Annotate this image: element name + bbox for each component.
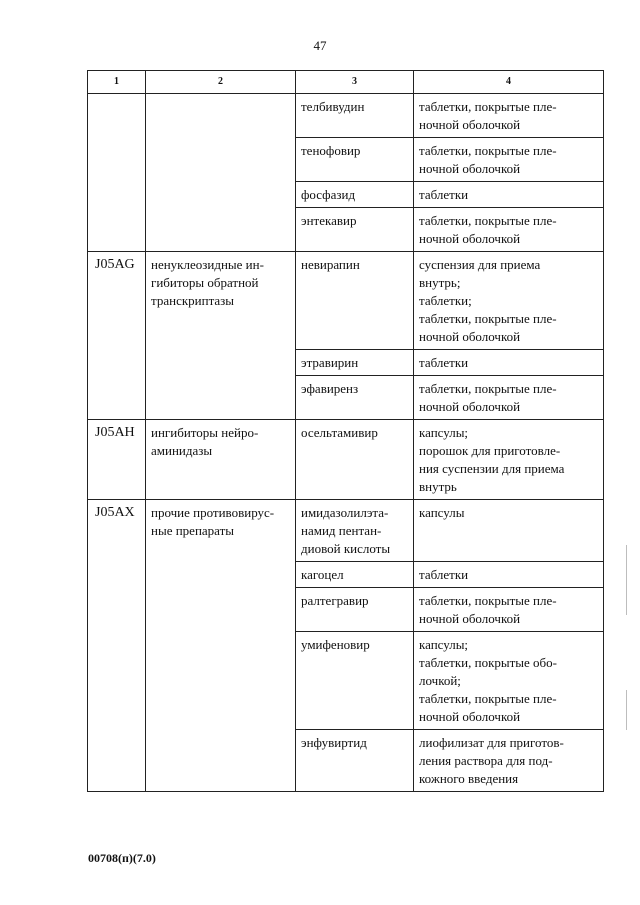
dosage-form-cell: таблетки, покрытые пле- ночной оболочкой [414, 94, 604, 138]
dosage-form-cell: таблетки, покрытые пле- ночной оболочкой [414, 138, 604, 182]
table-row [88, 94, 604, 138]
drug-name-cell: фосфазид [296, 182, 414, 208]
drug-name-cell: эфавиренз [296, 376, 414, 420]
table-row [88, 252, 604, 350]
drug-name-cell: телбивудин [296, 94, 414, 138]
table-row [88, 420, 604, 500]
dosage-form-cell: капсулы; таблетки, покрытые обо- лочкой; таблетки, покрытые пле- ночной оболочкой [414, 632, 604, 730]
dosage-form-cell: таблетки [414, 350, 604, 376]
dosage-form-cell: суспензия для приема внутрь; таблетки; таблетки, покрытые пле- ночной оболочкой [414, 252, 604, 350]
page-number: 47 [313, 38, 327, 53]
atc-group-name-cell: прочие противовирус- ные препараты [146, 500, 296, 792]
dosage-form-cell: капсулы; порошок для приготовле- ния суспензии для приема внутрь [414, 420, 604, 500]
atc-code-cell: J05AG [88, 252, 146, 420]
scan-edge-mark [626, 545, 627, 615]
column-header-4: 4 [414, 71, 604, 94]
atc-group-name-cell [146, 94, 296, 252]
dosage-form-cell: лиофилизат для приготов- ления раствора для под- кожного введения [414, 730, 604, 792]
column-header-1: 1 [88, 71, 146, 94]
dosage-form-cell: таблетки [414, 182, 604, 208]
scan-edge-mark [626, 690, 627, 730]
dosage-form-cell: капсулы [414, 500, 604, 562]
dosage-form-cell: таблетки, покрытые пле- ночной оболочкой [414, 208, 604, 252]
drug-name-cell: этравирин [296, 350, 414, 376]
drug-name-cell: ралтегравир [296, 588, 414, 632]
drug-name-cell: умифеновир [296, 632, 414, 730]
table-body [88, 94, 604, 792]
atc-code-cell: J05AH [88, 420, 146, 500]
atc-group-name-cell: ингибиторы нейро- аминидазы [146, 420, 296, 500]
drug-name-cell: имидазолилэта- намид пентан- диовой кислоты [296, 500, 414, 562]
drug-name-cell: кагоцел [296, 562, 414, 588]
atc-code-cell [88, 94, 146, 252]
dosage-form-cell: таблетки, покрытые пле- ночной оболочкой [414, 588, 604, 632]
column-header-2: 2 [146, 71, 296, 94]
drug-name-cell: невирапин [296, 252, 414, 350]
dosage-form-cell: таблетки, покрытые пле- ночной оболочкой [414, 376, 604, 420]
table-row [88, 500, 604, 562]
drug-name-cell: энфувиртид [296, 730, 414, 792]
dosage-form-cell: таблетки [414, 562, 604, 588]
footer-document-code: 00708(п)(7.0) [88, 851, 156, 865]
table-header-row [88, 71, 604, 94]
atc-group-name-cell: ненуклеозидные ин- гибиторы обратной транскриптазы [146, 252, 296, 420]
drug-name-cell: энтекавир [296, 208, 414, 252]
drug-name-cell: тенофовир [296, 138, 414, 182]
drug-name-cell: осельтамивир [296, 420, 414, 500]
column-header-3: 3 [296, 71, 414, 94]
atc-code-cell: J05AX [88, 500, 146, 792]
drug-table [87, 70, 604, 792]
